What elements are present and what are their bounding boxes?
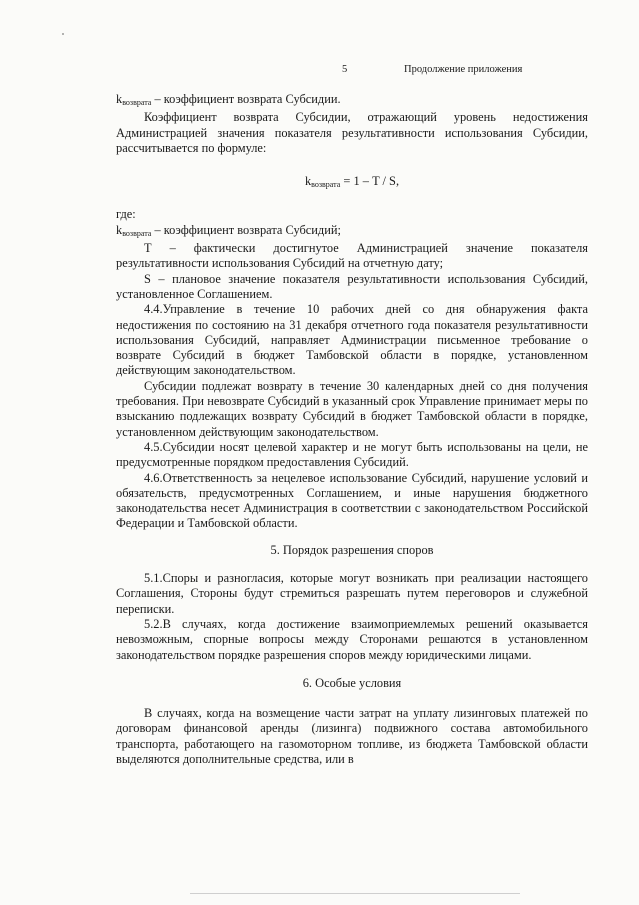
paragraph-k-definition: $k_{возврата}$ – коэффициент возврата Субсидии. bbox=[116, 92, 341, 107]
page-header bbox=[0, 64, 639, 80]
header-note: Продолжение приложения bbox=[404, 64, 523, 75]
scan-edge-line bbox=[190, 893, 520, 894]
formula: $k_{возврата} = 1 - T / S$, bbox=[304, 174, 400, 190]
paragraph-t-definition: Т – фактически достигнутое Администрацией значение показателя результативности использования Субсидий на отчетную дату; bbox=[116, 241, 588, 271]
paragraph-5-2: 5.2.В случаях, когда достижение взаимоприемлемых решений оказывается невозможным, спорные вопросы между Сторонами решаются в установленном законодательством порядке разрешения споров между юридическими лицами. bbox=[116, 616, 588, 662]
subscript: возврата bbox=[122, 98, 152, 107]
subscript: возврата bbox=[311, 180, 341, 190]
paragraph-return-deadline: Субсидии подлежат возврату в течение 30 календарных дней со дня получения требования. При невозврате Субсидий в указанный срок Управление принимает меры по взысканию подлежащих возврату Субсидий в бюджет Тамбовской области в порядке, установленном действующим законодательством. bbox=[116, 378, 588, 439]
section-heading-6: 6. Особые условия bbox=[302, 675, 402, 690]
scan-speck bbox=[62, 33, 64, 35]
paragraph-k-def-2: $k_{возврата}$ – коэффициент возврата Субсидий; bbox=[116, 222, 341, 238]
paragraph-4-4: 4.4.Управление в течение 10 рабочих дней со дня обнаружения факта недостижения по состоянию на 31 декабря отчетного года показателя результативности использования Субсидий, направляет Администрации письменное требование о возврате Субсидий в бюджет Тамбовской области в порядке, установленном действующим законодательством. bbox=[116, 302, 588, 378]
page-number: 5 bbox=[342, 64, 348, 75]
paragraph-5-1: 5.1.Споры и разногласия, которые могут возникать при реализации настоящего Соглашения, Стороны будут стремиться разрешать путем переговоров и служебной переписки. bbox=[116, 571, 588, 616]
paragraph-coefficient: Коэффициент возврата Субсидии, отражающий уровень недостижения Администрацией значения показателя результативности использования Субсидии, рассчитывается по формуле: bbox=[116, 110, 588, 155]
paragraph-s-definition: S – плановое значение показателя результативности использования Субсидий, установленное Соглашением. bbox=[116, 271, 588, 301]
paragraph-where: где: bbox=[116, 207, 136, 222]
subscript: возврата bbox=[122, 228, 152, 238]
paragraph-4-5: 4.5.Субсидии носят целевой характер и не могут быть использованы на цели, не предусмотренные порядком предоставления Субсидий. bbox=[116, 439, 588, 470]
paragraph-6-special: В случаях, когда на возмещение части затрат на уплату лизинговых платежей по договорам финансовой аренды (лизинга) подвижного состава автомобильного транспорта, работающего на газомоторном топливе, из бюджета Тамбовской области выделяются дополнительные средства, или в bbox=[116, 706, 588, 766]
document-body bbox=[116, 92, 588, 767]
paragraph-4-6: 4.6.Ответственность за нецелевое использование Субсидий, нарушение условий и обязательств, предусмотренных Соглашением, и иные нарушения бюджетного законодательства несет Администрация в соответствии с законодательством Российской Федерации и Тамбовской области. bbox=[116, 470, 588, 531]
section-heading-5: 5. Порядок разрешения споров bbox=[270, 542, 434, 557]
